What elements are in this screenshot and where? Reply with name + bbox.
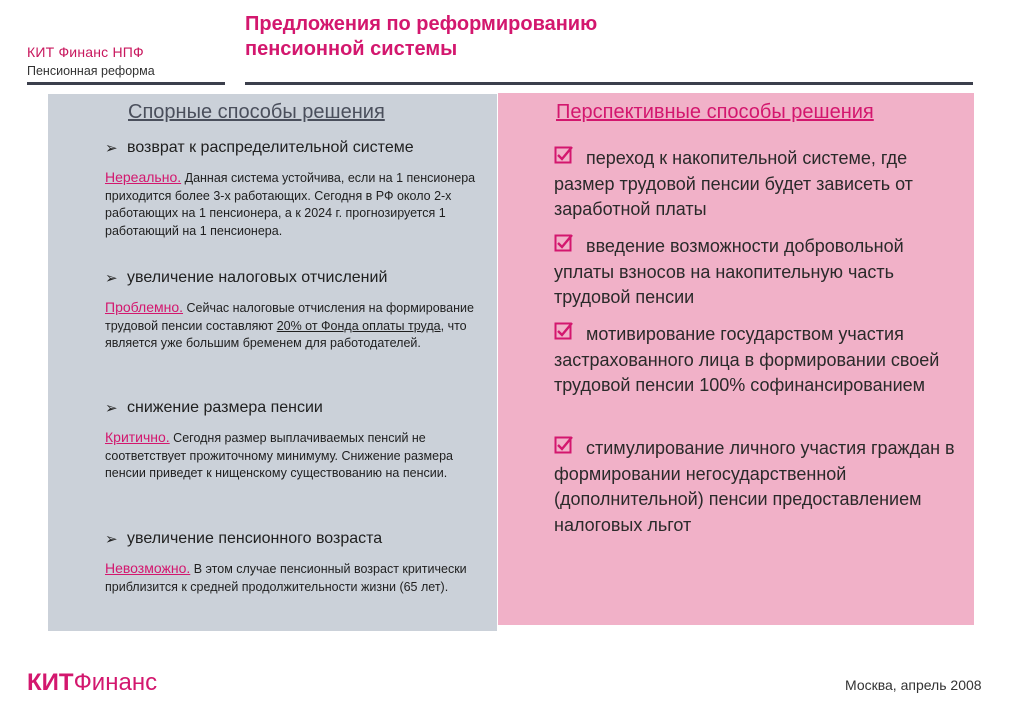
checkbox-checked-icon bbox=[554, 322, 574, 342]
header-divider-left bbox=[27, 82, 225, 85]
checkbox-checked-icon bbox=[554, 436, 574, 456]
item-description-underlined: 20% от Фонда оплаты труда bbox=[276, 318, 441, 333]
logo-rest: Финанс bbox=[73, 669, 158, 696]
status-label: Невозможно. bbox=[105, 560, 191, 576]
status-label: Критично. bbox=[105, 429, 170, 445]
left-item-text bbox=[105, 560, 491, 596]
title-line-1: Предложения по реформированию bbox=[245, 13, 598, 35]
right-item-text: введение возможности добровольной уплаты взносов на накопительную часть трудовой пенсии bbox=[554, 236, 904, 307]
arrow-bullet-icon: ➢ bbox=[105, 140, 118, 157]
item-description-end: , что является уже большим бременем для работодателей. bbox=[105, 318, 467, 350]
checkbox-checked-icon bbox=[554, 146, 574, 166]
page-title bbox=[245, 12, 765, 62]
status-label: Проблемно. bbox=[105, 299, 184, 315]
left-item-tax-increase bbox=[105, 269, 491, 353]
left-item-title: увеличение налоговых отчислений bbox=[127, 269, 388, 286]
right-item-text: стимулирование личного участия граждан в формировании негосударственной (дополнительной) пенсии предоставлением налоговых льгот bbox=[554, 438, 955, 535]
left-item-text bbox=[105, 169, 491, 240]
footer-date: Москва, апрель 2008 bbox=[845, 677, 982, 693]
item-description: Сейчас налоговые отчисления на формирование трудовой пенсии составляют bbox=[105, 301, 474, 333]
right-item-tax-incentives bbox=[554, 436, 966, 538]
brand-name: КИТ Финанс НПФ bbox=[27, 44, 144, 60]
right-item-text: переход к накопительной системе, где размер трудовой пенсии будет зависеть от заработной платы bbox=[554, 148, 913, 219]
arrow-bullet-icon: ➢ bbox=[105, 270, 118, 287]
arrow-bullet-icon: ➢ bbox=[105, 531, 118, 548]
checkbox-checked-icon bbox=[554, 234, 574, 254]
right-item-voluntary-contributions bbox=[554, 234, 966, 311]
left-item-title: увеличение пенсионного возраста bbox=[127, 530, 383, 547]
company-logo bbox=[27, 669, 157, 697]
arrow-bullet-icon: ➢ bbox=[105, 400, 118, 417]
item-description: Данная система устойчива, если на 1 пенсионера приходится более 3-х работающих. Сегодня в РФ около 2-х работающих на 1 пенсионера, а к 2024 г. прогнозируется 1 работающий на 1 пенсионера. bbox=[105, 171, 476, 238]
left-item-pension-reduction bbox=[105, 399, 491, 483]
left-item-text bbox=[105, 299, 491, 353]
left-item-text bbox=[105, 429, 491, 483]
right-panel-heading: Перспективные способы решения bbox=[556, 101, 874, 123]
right-item-funded-system bbox=[554, 146, 966, 223]
left-item-title: возврат к распределительной системе bbox=[127, 139, 414, 156]
title-line-2: пенсионной системы bbox=[245, 38, 458, 60]
right-item-state-cofinancing bbox=[554, 322, 966, 399]
header-divider-right bbox=[245, 82, 973, 85]
status-label: Нереально. bbox=[105, 169, 182, 185]
item-description: Сегодня размер выплачиваемых пенсий не соответствует прожиточному минимуму. Снижение размера пенсии приведет к нищенскому существованию на пенсии. bbox=[105, 431, 453, 480]
left-item-return-distribution bbox=[105, 139, 491, 240]
right-item-text: мотивирование государством участия застрахованного лица в формировании своей трудовой пенсии 100% софинансированием bbox=[554, 324, 940, 395]
left-item-title: снижение размера пенсии bbox=[127, 399, 323, 416]
brand-subtitle: Пенсионная реформа bbox=[27, 64, 155, 78]
item-description: В этом случае пенсионный возраст критически приблизится к средней продолжительности жизни (65 лет). bbox=[105, 562, 467, 594]
left-panel-heading: Спорные способы решения bbox=[128, 101, 385, 123]
left-item-retirement-age bbox=[105, 530, 491, 596]
logo-bold: КИТ bbox=[27, 669, 74, 696]
